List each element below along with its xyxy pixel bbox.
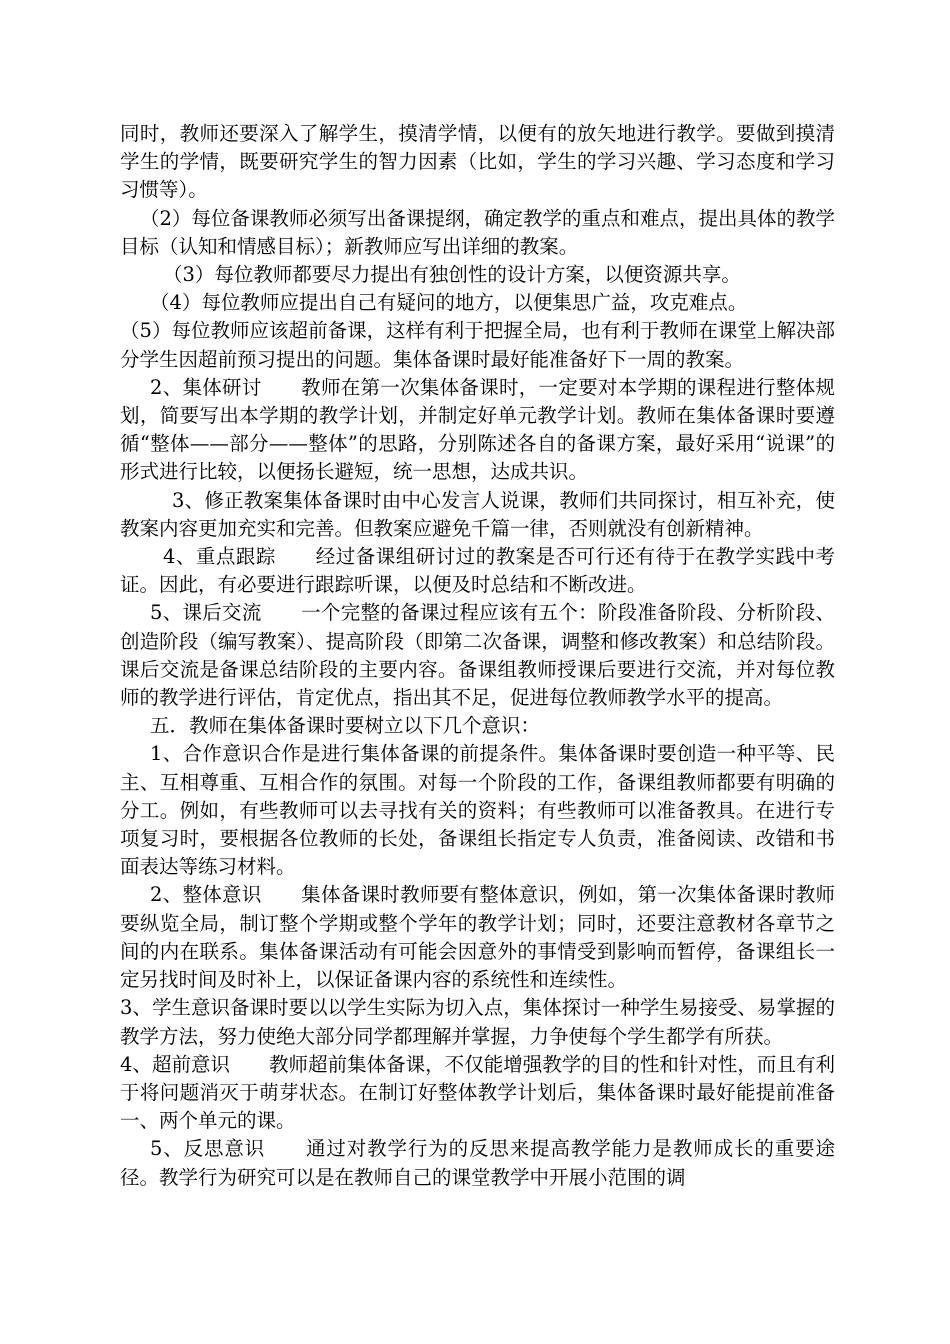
- paragraph-item-5-advance: （5）每位教师应该超前备课，这样有利于把握全局，也有利于教师在课堂上解决部分学生因超前预习提出的问题。集体备课时最好能准备好下一周的教案。: [120, 319, 835, 371]
- paragraph-cooperation-awareness: 1、合作意识合作是进行集体备课的前提条件。集体备课时要创造一种平等、民主、互相尊重、互相合作的氛围。对每一个阶段的工作，备课组教师都要有明确的分工。例如，有些教师可以去寻找有关的资料；有些教师可以准备教具。在进行专项复习时，要根据各位教师的长处，备课组长指定专人负责，准备阅读、改错和书面表达等练习材料。: [120, 742, 835, 879]
- paragraph-item-3-design: （3）每位教师都要尽力提出有独创性的设计方案，以便资源共享。: [163, 263, 741, 287]
- paragraph-after-class-exchange: 5、课后交流 一个完整的备课过程应该有五个：阶段准备阶段、分析阶段、创造阶段（编写教案）、提高阶段（即第二次备课，调整和修改教案）和总结阶段。课后交流是备课总结阶段的主要内容。备课组教师授课后要进行交流，并对每位教师的教学进行评估，肯定优点，指出其不足，促进每位教师教学水平的提高。: [120, 601, 835, 710]
- paragraph-advance-awareness: 4、超前意识 教师超前集体备课，不仅能增强教学的目的性和针对性，而且有利于将问题消灭于萌芽状态。在制订好整体教学计划后，集体备课时最好能提前准备一、两个单元的课。: [120, 1052, 835, 1133]
- paragraph-student-awareness: 3、学生意识备课时要以以学生实际为切入点，集体探讨一种学生易接受、易掌握的教学方法，努力使绝大部分同学都理解并掌握，力争使每个学生都学有所获。: [120, 996, 835, 1048]
- paragraph-overall-awareness: 2、整体意识 集体备课时教师要有整体意识，例如，第一次集体备课时教师要纵览全局，制订整个学期或整个学年的教学计划；同时，还要注意教材各章节之间的内在联系。集体备课活动有可能会因意外的事情受到影响而暂停，备课组长一定另找时间及时补上，以保证备课内容的系统性和连续性。: [120, 883, 835, 992]
- paragraph-item-4-questions: （4）每位教师应提出自己有疑问的地方，以便集思广益，攻克难点。: [150, 291, 748, 315]
- paragraph-item-2-outline: （2）每位备课教师必须写出备课提纲，确定教学的重点和难点，提出具体的教学目标（认知和情感目标）；新教师应写出详细的教案。: [120, 206, 835, 258]
- paragraph-student-situation: 同时，教师还要深入了解学生，摸清学情，以便有的放矢地进行教学。要做到摸清学生的学情，既要研究学生的智力因素（比如，学生的学习兴趣、学习态度和学习习惯等）。: [120, 122, 835, 202]
- paragraph-reflection-awareness: 5、反思意识 通过对教学行为的反思来提高教学能力是教师成长的重要途径。教学行为研究可以是在教师自己的课堂教学中开展小范围的调: [120, 1137, 835, 1189]
- paragraph-revise-plan: 3、修正教案集体备课时由中心发言人说课，教师们共同探讨，相互补充，使教案内容更加充实和完善。但教案应避免千篇一律，否则就没有创新精神。: [120, 488, 835, 540]
- section-heading-five: 五．教师在集体备课时要树立以下几个意识：: [150, 714, 541, 738]
- document-body: [120, 120, 835, 1192]
- paragraph-key-tracking: 4、重点跟踪 经过备课组研讨过的教案是否可行还有待于在教学实践中考证。因此，有必要进行跟踪听课，以便及时总结和不断改进。: [120, 545, 835, 597]
- paragraph-collective-discussion: 2、集体研讨 教师在第一次集体备课时，一定要对本学期的课程进行整体规划，简要写出本学期的教学计划，并制定好单元教学计划。教师在集体备课时要遵循“整体——部分——整体”的思路，分别陈述各自的备课方案，最好采用“说课”的形式进行比较，以便扬长避短，统一思想，达成共识。: [120, 375, 835, 484]
